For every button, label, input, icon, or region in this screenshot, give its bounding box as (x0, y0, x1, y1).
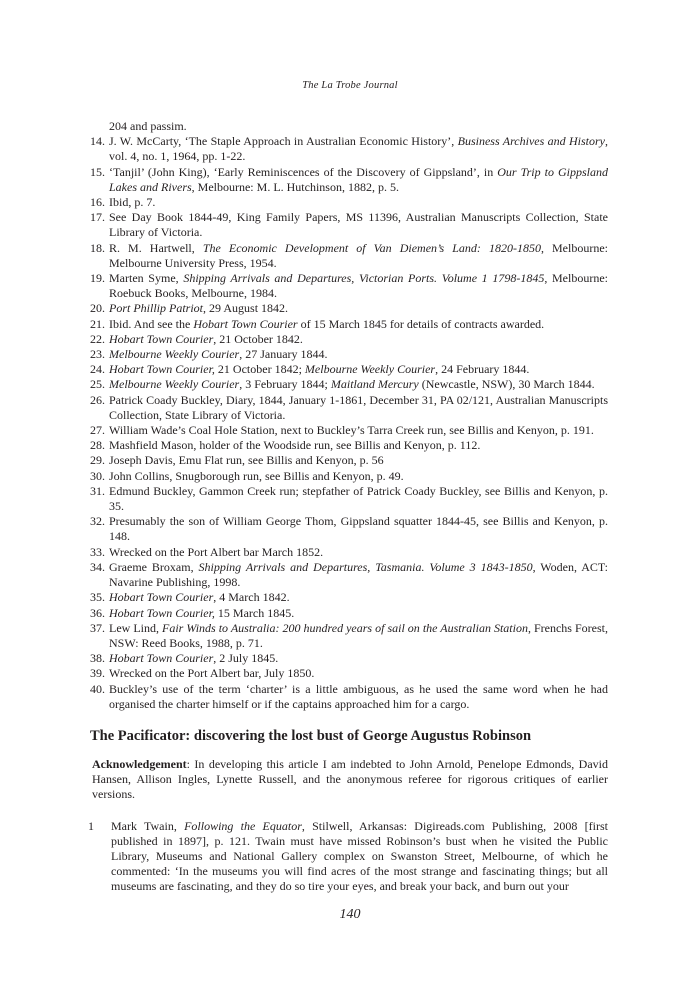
italic-title: The Economic Development of Van Diemen’s Land: 1820-1850 (202, 240, 541, 255)
page-number: 140 (339, 907, 361, 922)
endnote (92, 393, 608, 423)
italic-title: Hobart Town Courier, (109, 362, 215, 377)
endnote (92, 119, 608, 134)
italic-title: Our Trip to Gippsland Lakes and Rivers (109, 164, 608, 194)
note-text: Graeme Broxam, (109, 559, 199, 574)
footnote-text (111, 819, 608, 894)
note-text: , 27 January 1844. (239, 347, 328, 362)
endnote (92, 469, 608, 484)
endnote-number: 32. (90, 514, 105, 529)
note-text: , 21 October 1842. (213, 331, 303, 346)
italic-title: Business Archives and History (457, 134, 605, 149)
endnote (92, 241, 608, 271)
note-text: Mashfield Mason, holder of the Woodside run, see Billis and Kenyon, p. 112. (109, 438, 481, 453)
note-text: Ibid. And see the (109, 316, 194, 331)
footnote-number: 1 (88, 818, 94, 833)
endnote (92, 210, 608, 240)
note-text: , Woden, ACT: Navarine Publishing, 1998. (109, 559, 608, 590)
article-title: The Pacificator: discovering the lost bust of George Augustus Robinson (90, 728, 532, 744)
article-footnote-1 (88, 818, 608, 895)
endnote (92, 484, 608, 514)
note-text: R. M. Hartwell, (109, 240, 203, 255)
note-text: Presumably the son of William George Thom, Gippsland squatter 1844-45, see Billis and Kenyon, p. 148. (109, 514, 608, 544)
note-text: John Collins, Snugborough run, see Billis and Kenyon, p. 49. (109, 468, 404, 483)
endnote (92, 545, 608, 560)
italic-title: Hobart Town Courier (109, 590, 214, 605)
endnote (92, 347, 608, 362)
endnote (92, 514, 608, 544)
note-text: , Melbourne: M. L. Hutchinson, 1882, p. 5. (191, 179, 399, 194)
endnote (92, 195, 608, 210)
endnote-number: 21. (90, 316, 105, 331)
endnote-number: 33. (90, 544, 105, 559)
endnotes-list (92, 119, 608, 712)
endnote (92, 134, 608, 164)
endnote-number: 19. (90, 271, 105, 286)
endnote (92, 377, 608, 392)
endnote-number: 28. (90, 438, 105, 453)
endnote-number: 14. (90, 134, 105, 149)
endnote-number: 29. (90, 453, 105, 468)
endnote-number: 37. (90, 620, 105, 635)
endnote (92, 606, 608, 621)
endnote-number: 16. (90, 195, 105, 210)
note-text: Marten Syme, (109, 271, 184, 286)
endnote (92, 332, 608, 347)
endnote-number: 26. (90, 392, 105, 407)
endnote (92, 301, 608, 316)
endnote-number: 35. (90, 590, 105, 605)
note-text: Edmund Buckley, Gammon Creek run; stepfather of Patrick Coady Buckley, see Billis and Kenyon, p. 35. (109, 483, 608, 514)
note-text: , 29 August 1842. (203, 301, 289, 316)
italic-title: Hobart Town Courier, (109, 605, 215, 620)
note-text: , Frenchs Forest, NSW: Reed Books, 1988, p. 71. (109, 620, 608, 650)
endnote (92, 682, 608, 712)
italic-title: Melbourne Weekly Courier (109, 377, 240, 392)
italic-title: Hobart Town Courier (193, 316, 298, 331)
endnote (92, 271, 608, 301)
note-text: Ibid, p. 7. (109, 195, 156, 210)
endnote-number: 27. (90, 423, 105, 438)
note-text: Mark Twain, (111, 818, 185, 833)
endnote (92, 423, 608, 438)
acknowledgement-text: : In developing this article I am indebted to John Arnold, Penelope Edmonds, David Hansen, Allison Ingles, Lynette Russell, and the anonymous referee for rigorous critiques of earlier versions. (92, 757, 608, 802)
endnote-number: 20. (90, 301, 105, 316)
endnote-number: 39. (90, 666, 105, 681)
note-text: , 3 February 1844; (239, 377, 331, 392)
note-text: Wrecked on the Port Albert bar March 1852. (109, 544, 324, 559)
note-text: of 15 March 1845 for details of contracts awarded. (297, 316, 545, 331)
acknowledgement-paragraph (92, 757, 608, 803)
endnote-number: 40. (90, 681, 105, 696)
italic-title: Melbourne Weekly Courier (109, 347, 240, 362)
endnote (92, 317, 608, 332)
note-text: , Stilwell, Arkansas: Digireads.com Publishing, 2008 [first published in 1897], p. 121. Twain must have missed Robinson’s bust when he visited the Public Library, Museums and National Gallery complex on Swanston Street, Melbourne, of which he commented: ‘In the museums you will find acres of the most strange and fascinating things; but all museums are fascinating, and they do so tire your eyes, and break your back, and burn out your (111, 818, 608, 894)
italic-title: Hobart Town Courier (109, 331, 214, 346)
note-text: See Day Book 1844-49, King Family Papers, MS 11396, Australian Manuscripts Collection, State Library of Victoria. (109, 210, 608, 240)
acknowledgement-label: Acknowledgement (92, 757, 187, 771)
italic-title: Port Phillip Patriot (109, 301, 204, 316)
endnote-number: 23. (90, 347, 105, 362)
endnote-number: 18. (90, 240, 105, 255)
italic-title: Following the Equator (184, 818, 302, 833)
endnote (92, 560, 608, 590)
endnote (92, 651, 608, 666)
note-text: Buckley’s use of the term ‘charter’ is a little ambiguous, as he used the same word when he had organised the charter himself or if the captains approached him for a cargo. (109, 681, 608, 711)
italic-title: Fair Winds to Australia: 200 hundred years of sail on the Australian Station (162, 620, 528, 635)
note-text: , Melbourne: Melbourne University Press, 1954. (109, 240, 608, 270)
note-text: ‘Tanjil’ (John King), ‘Early Reminiscences of the Discovery of Gippsland’, in (109, 164, 498, 179)
note-text: Patrick Coady Buckley, Diary, 1844, January 1-1861, December 31, PA 02/121, Australian Manuscripts Collection, State Library of Victoria. (109, 392, 608, 422)
note-text: , 4 March 1842. (213, 590, 290, 605)
note-text: William Wade’s Coal Hole Station, next to Buckley’s Tarra Creek run, see Billis and Kenyon, p. 191. (109, 423, 594, 438)
endnote (92, 165, 608, 195)
note-text: Wrecked on the Port Albert bar, July 1850. (109, 666, 315, 681)
endnote-number: 34. (90, 559, 105, 574)
note-text: , Melbourne: Roebuck Books, Melbourne, 1984. (109, 271, 608, 301)
note-text: , vol. 4, no. 1, 1964, pp. 1-22. (109, 134, 608, 164)
italic-title: Melbourne Weekly Courier (304, 362, 436, 377)
endnote-number: 31. (90, 483, 105, 498)
note-text: 204 and passim. (109, 119, 187, 133)
note-text: 21 October 1842; (214, 362, 305, 377)
endnote (92, 666, 608, 681)
italic-title: Maitland Mercury (330, 377, 419, 392)
running-head: The La Trobe Journal (302, 80, 398, 91)
endnote-number: 36. (90, 605, 105, 620)
note-text: , 2 July 1845. (213, 651, 279, 666)
note-text: , 24 February 1844. (435, 362, 530, 377)
endnote-number: 22. (90, 331, 105, 346)
endnote-number: 25. (90, 377, 105, 392)
endnote-number: 38. (90, 651, 105, 666)
endnote (92, 453, 608, 468)
endnote-number: 30. (90, 468, 105, 483)
endnote-number: 15. (90, 164, 105, 179)
italic-title: Hobart Town Courier (109, 651, 214, 666)
italic-title: Shipping Arrivals and Departures, Victorian Ports. Volume 1 1798-1845 (183, 271, 545, 286)
endnote (92, 438, 608, 453)
note-text: (Newcastle, NSW), 30 March 1844. (418, 377, 595, 392)
endnote-number: 17. (90, 210, 105, 225)
italic-title: Shipping Arrivals and Departures, Tasmania. Volume 3 1843-1850 (198, 559, 533, 574)
note-text: 15 March 1845. (214, 605, 295, 620)
endnote (92, 362, 608, 377)
endnote (92, 590, 608, 605)
note-text: Joseph Davis, Emu Flat run, see Billis and Kenyon, p. 56 (109, 453, 384, 468)
note-text: J. W. McCarty, ‘The Staple Approach in Australian Economic History’, (109, 134, 458, 149)
note-text: Lew Lind, (109, 620, 163, 635)
endnote (92, 621, 608, 651)
article-section (88, 727, 608, 895)
endnote-number: 24. (90, 362, 105, 377)
